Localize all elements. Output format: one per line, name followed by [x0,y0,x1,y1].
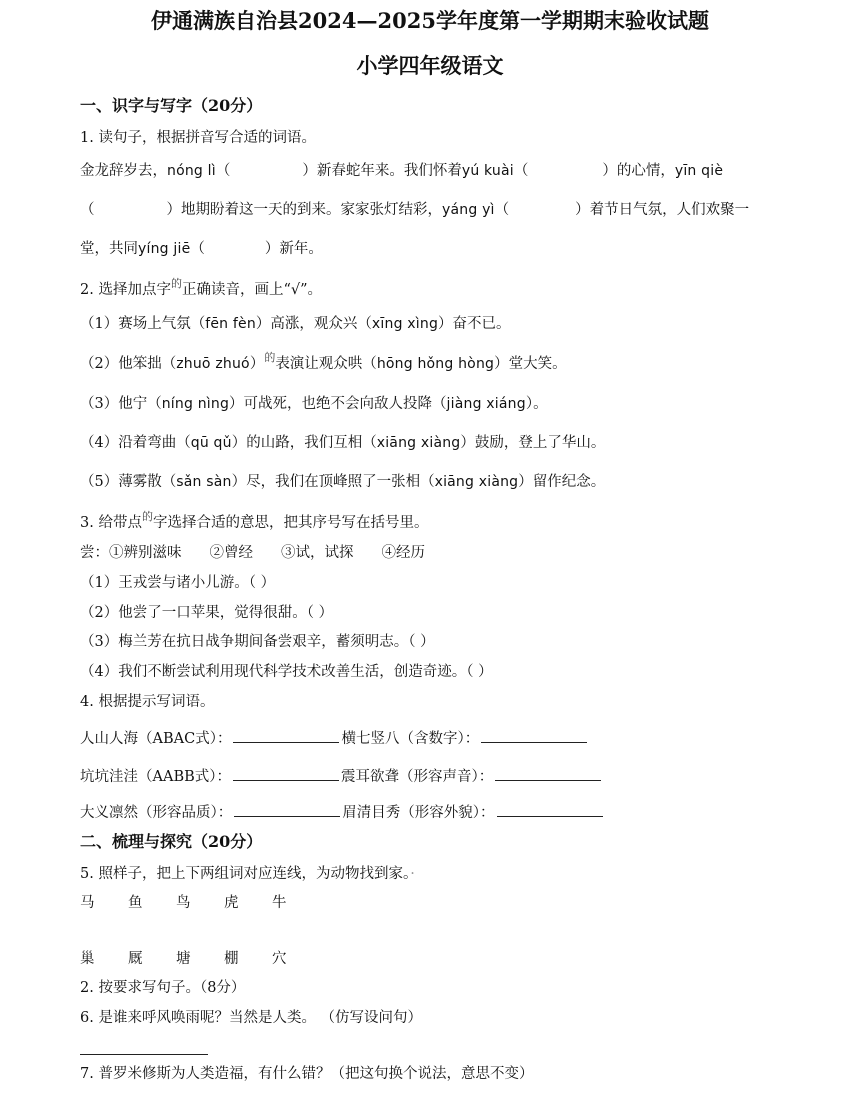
paren-open: （ [80,202,95,218]
q2-prompt-a: 2. 选择加点字 [80,282,171,298]
pinyin: nóng lì [167,163,216,179]
paren-close: ） [575,202,590,218]
q2-text: ）鼓励，登上了华山。 [460,435,606,451]
q1-line-2 [80,202,749,219]
q1-text: 堂，共同 [80,241,138,257]
q4-prompt: 4. 根据提示写词语。 [80,694,215,710]
q2-item-3 [80,396,548,413]
paren-open: （ [190,241,205,257]
q1-text: 新春蛇年来。我们怀着 [316,163,462,179]
q3-option: ②曾经 [209,545,253,561]
pinyin-choice[interactable]: jiàng xiáng [446,396,526,412]
pinyin-choice[interactable]: fēn fèn [205,316,256,332]
section-1-heading: 一、识字与写字（20分） [80,96,263,115]
q2-prompt-b: 正确读音，画上“√”。 [181,282,323,298]
sub-question-2: 2. 按要求写句子。（8分） [80,980,246,996]
answer-line[interactable] [233,728,339,743]
dotted-de: 的 [141,510,153,523]
pinyin-choice[interactable]: hōng hǒng hòng [376,356,495,372]
pinyin-choice[interactable]: qū qǔ [190,435,232,451]
q2-prompt [80,277,323,299]
pinyin-choice[interactable]: xīng xìng [371,316,439,332]
q3-sentence-4: （4）我们不断尝试利用现代科学技术改善生活，创造奇迹。（ ） [80,664,493,680]
q3-options [80,545,425,562]
q3-sentence-3: （3）梅兰芳在抗日战争期间备尝艰辛，蓄须明志。（ ） [80,634,435,650]
home-word[interactable]: 塘 [176,951,191,967]
q2-text: ）奋不已。 [438,316,511,332]
pinyin-choice[interactable]: sǎn sàn [176,474,232,490]
pinyin: yáng yì [442,202,495,218]
pinyin-choice[interactable]: zhuō zhuó [176,356,250,372]
q5-prompt-text: 5. 照样子，把上下两组词对应连线，为动物找到家。 [80,866,411,882]
q3-option: ③试，试探 [281,545,354,561]
q2-text: ）。 [525,396,548,412]
q4-row-1 [80,728,589,748]
animal-word[interactable]: 马 [80,895,95,911]
q1-prompt: 1. 读句子，根据拼音写合适的词语。 [80,130,316,146]
q4-hint: 眉清目秀（形容外貌）： [342,805,495,821]
q3-prompt-a: 3. 给带点 [80,515,142,531]
home-word[interactable]: 巢 [80,951,95,967]
q3-prompt-b: 字选择合适的意思，把其序号写在括号里。 [152,515,429,531]
answer-line[interactable] [495,766,601,781]
section-2-heading: 二、梳理与探究（20分） [80,832,263,851]
q4-hint: 坑坑洼洼（AABB式）： [80,769,232,785]
q3-sentence-1: （1）王戎尝与诸小儿游。（ ） [80,575,276,591]
home-row [80,951,320,968]
q4-row-3 [80,802,605,822]
q1-text: 地期盼着这一天的到来。家家张灯结彩， [181,202,442,218]
q2-text: ）高涨，观众兴（ [255,316,372,332]
paren-close: ） [602,163,617,179]
q7-prompt: 7. 普罗米修斯为人类造福，有什么错？（把这句换个说法，意思不变） [80,1066,534,1082]
home-word[interactable]: 厩 [128,951,143,967]
answer-line[interactable] [234,802,340,817]
dotted-de: 的 [170,277,182,290]
pinyin: yíng jiē [138,241,191,257]
q2-text: ）留作纪念。 [518,474,606,490]
q3-prompt [80,510,429,532]
q3-sentence-2: （2）他尝了一口苹果，觉得很甜。（ ） [80,605,334,621]
q2-text: （4）沿着弯曲（ [80,435,191,451]
paren-open: （ [494,202,510,218]
q6-answer-line[interactable] [80,1054,208,1055]
pinyin-choice[interactable]: xiāng xiàng [376,435,461,451]
q2-text: ）堂大笑。 [494,356,567,372]
paren-close: ） [264,241,280,257]
pinyin: yú kuài [461,163,514,179]
q5-dot: · [410,866,415,882]
q2-item-5 [80,474,605,491]
pinyin-choice[interactable]: níng nìng [161,396,230,412]
q4-hint: 横七竖八（含数字）： [341,731,480,747]
dotted-de: 的 [264,351,276,364]
q3-option: ①辨别滋味 [109,545,182,561]
q4-hint: 震耳欲聋（形容声音）： [341,769,494,785]
animal-word[interactable]: 鱼 [128,895,143,911]
answer-line[interactable] [481,728,587,743]
q2-item-2 [80,351,567,373]
q4-row-2 [80,766,603,786]
pinyin-choice[interactable]: xiāng xiàng [434,474,519,490]
q2-item-1 [80,316,511,333]
q2-text: （5）薄雾散（ [80,474,177,490]
exam-subtitle: 小学四年级语文 [356,53,504,78]
q2-text: ）尽，我们在顶峰照了一张相（ [231,474,435,490]
answer-line[interactable] [233,766,339,781]
q2-text: 表演让观众哄（ [275,356,377,372]
q3-option: ④经历 [381,545,425,561]
paren-close: ） [302,163,317,179]
q1-text: 的心情， [616,163,675,179]
q4-hint: 人山人海（ABAC式）： [80,731,232,747]
q1-line-3 [80,241,323,258]
animal-word[interactable]: 鸟 [176,895,191,911]
q2-text: （2）他笨拙（ [80,356,177,372]
paren-open: （ [215,163,231,179]
q5-prompt [80,866,415,883]
pinyin: yīn qiè [674,163,724,179]
paren-open: （ [513,163,529,179]
q2-item-4 [80,435,605,452]
q2-text: （3）他宁（ [80,396,162,412]
q3-option-label: 尝： [80,545,109,561]
q1-text: 着节日气氛，人们欢聚一 [589,202,750,218]
animal-word[interactable]: 虎 [224,895,239,911]
q1-line-1 [80,163,723,180]
home-word[interactable]: 穴 [272,951,287,967]
q2-text: （1）赛场上气氛（ [80,316,206,332]
q1-text: 新年。 [279,241,323,257]
q2-text: ）可战死，也绝不会向敌人投降（ [229,396,447,412]
animal-row [80,895,320,912]
animal-word[interactable]: 牛 [272,895,287,911]
paren-close: ） [166,202,181,218]
q2-text: ） [249,356,265,372]
q1-text: 金龙辞岁去， [80,163,167,179]
q2-text: ）的山路，我们互相（ [231,435,377,451]
exam-title: 伊通满族自治县2024—2025学年度第一学期期末验收试题 [151,8,709,33]
q6-prompt: 6. 是谁来呼风唤雨呢？当然是人类。 （仿写设问句） [80,1010,423,1026]
home-word[interactable]: 棚 [224,951,239,967]
answer-line[interactable] [497,802,603,817]
q4-hint: 大义凛然（形容品质）： [80,805,233,821]
